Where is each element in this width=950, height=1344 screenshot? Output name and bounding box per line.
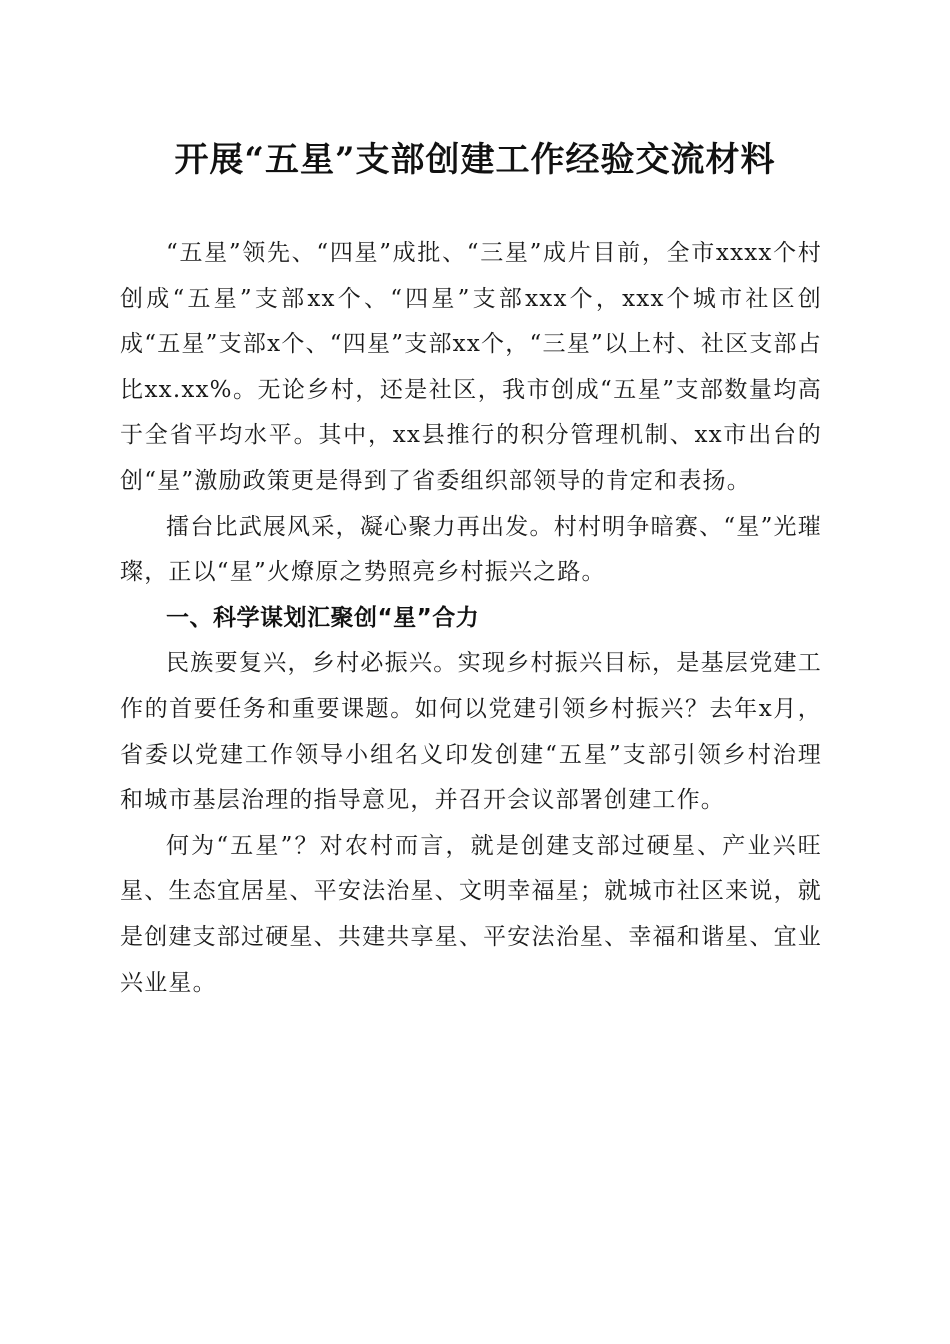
paragraph-arena: 擂台比武展风采，凝心聚力再出发。村村明争暗赛、“星”光璀璨，正以“星”火燎原之势照亮乡村振兴之路。 [120,513,822,586]
document-title: 开展“五星”支部创建工作经验交流材料 [174,140,776,180]
paragraph-five-stars: 何为“五星”？对农村而言，就是创建支部过硬星、产业兴旺星、生态宜居星、平安法治星、文明幸福星；就城市社区来说，就是创建支部过硬星、共建共享星、平安法治星、幸福和谐星、宜业兴业星。 [120,832,822,996]
section-heading: 一、科学谋划汇聚创“星”合力 [166,604,480,631]
paragraph-intro: “五星”领先、“四星”成批、“三星”成片目前，全市xxxx个村创成“五星”支部xx个、“四星”支部xxx个，xxx个城市社区创成“五星”支部x个、“四星”支部xx个，“三星”以上村、社区支部占比xx.xx%。无论乡村，还是社区，我市创成“五星”支部数量均高于全省平均水平。其中，xx县推行的积分管理机制、xx市出台的创“星”激励政策更是得到了省委组织部领导的肯定和表扬。 [120,240,822,494]
paragraph-revitalization: 民族要复兴，乡村必振兴。实现乡村振兴目标，是基层党建工作的首要任务和重要课题。如何以党建引领乡村振兴？去年x月，省委以党建工作领导小组名义印发创建“五星”支部引领乡村治理和城市基层治理的指导意见，并召开会议部署创建工作。 [120,650,822,814]
document-body [120,231,822,1006]
